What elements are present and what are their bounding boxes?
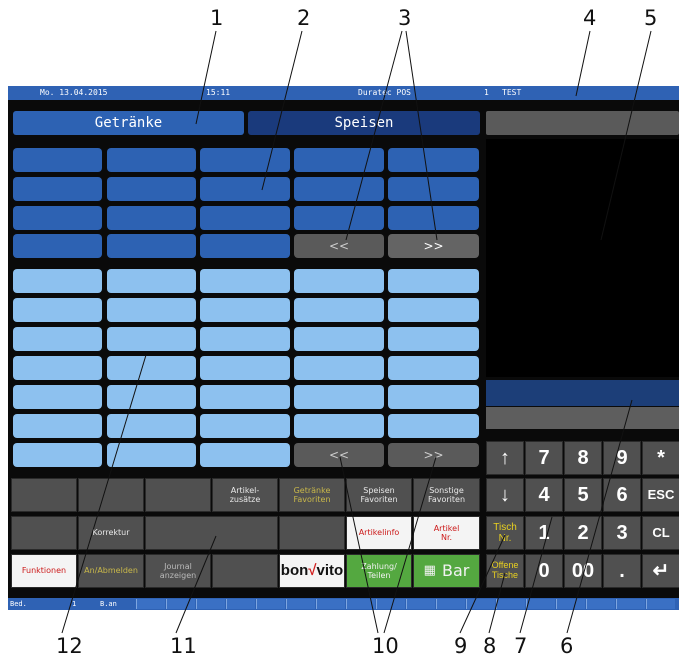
key-7[interactable]: 7 — [525, 441, 563, 475]
category-next-button[interactable]: >> — [388, 234, 479, 258]
arrow-down-key[interactable]: ↓ — [486, 478, 524, 512]
key-2[interactable]: 2 — [564, 516, 602, 550]
article-button[interactable] — [107, 356, 196, 380]
article-button[interactable] — [200, 327, 290, 351]
key-3[interactable]: 3 — [603, 516, 641, 550]
key-1[interactable]: 1 — [525, 516, 563, 550]
key-00[interactable]: 00 — [564, 554, 602, 588]
category-button[interactable] — [200, 177, 290, 201]
function-button-empty[interactable] — [78, 478, 144, 512]
bottom-status-cell — [616, 599, 645, 609]
callout-7: 7 — [514, 634, 528, 658]
category-button[interactable] — [294, 206, 384, 230]
function-button-empty[interactable] — [11, 516, 77, 550]
bottom-status-cell — [346, 599, 375, 609]
category-button[interactable] — [294, 177, 384, 201]
clear-key[interactable]: CL — [642, 516, 679, 550]
status-time: 15:11 — [206, 88, 231, 97]
article-button[interactable] — [294, 269, 384, 293]
category-button[interactable] — [13, 206, 102, 230]
article-button[interactable] — [200, 356, 290, 380]
callout-6: 6 — [560, 634, 574, 658]
drinks-favorites-button[interactable]: Getränke Favoriten — [279, 478, 345, 512]
arrow-up-key[interactable]: ↑ — [486, 441, 524, 475]
category-button[interactable] — [107, 206, 196, 230]
article-button[interactable] — [294, 298, 384, 322]
article-button[interactable] — [13, 414, 102, 438]
bottom-status-cell — [586, 599, 615, 609]
key-9[interactable]: 9 — [603, 441, 641, 475]
bottom-status-mode: Bed. — [10, 600, 27, 608]
status-bar — [8, 86, 679, 100]
callout-4: 4 — [583, 6, 597, 30]
article-number-button[interactable]: Artikel Nr. — [413, 516, 480, 550]
show-journal-button[interactable]: Journal anzeigen — [145, 554, 211, 588]
bottom-status-label: B.an — [100, 600, 117, 608]
category-button[interactable] — [13, 234, 102, 258]
open-tables-key[interactable]: Offene Tische — [486, 554, 524, 588]
total-display — [486, 380, 679, 406]
article-next-button[interactable]: >> — [388, 443, 479, 467]
callout-2: 2 — [297, 6, 311, 30]
enter-key[interactable]: ↵ — [642, 554, 679, 588]
correction-button[interactable]: Korrektur — [78, 516, 144, 550]
bottom-status-cell — [436, 599, 465, 609]
article-button[interactable] — [13, 327, 102, 351]
callout-11: 11 — [170, 634, 197, 658]
cash-register-icon: ▦ — [423, 562, 436, 578]
article-button[interactable] — [294, 327, 384, 351]
bottom-status-cell — [646, 599, 675, 609]
category-prev-button[interactable]: << — [294, 234, 384, 258]
function-button-empty[interactable] — [145, 478, 211, 512]
callout-1: 1 — [210, 6, 224, 30]
article-button[interactable] — [388, 327, 479, 351]
bottom-status-cell — [136, 599, 165, 609]
article-button[interactable] — [200, 443, 290, 467]
bottom-status-cell — [316, 599, 345, 609]
article-button[interactable] — [388, 269, 479, 293]
key-4[interactable]: 4 — [525, 478, 563, 512]
status-date: Mo. 13.04.2015 — [40, 88, 108, 97]
category-button[interactable] — [107, 148, 196, 172]
bonvito-logo-vito: vito — [316, 562, 344, 580]
decimal-key[interactable]: . — [603, 554, 641, 588]
category-button[interactable] — [13, 148, 102, 172]
category-button[interactable] — [200, 206, 290, 230]
category-button[interactable] — [107, 177, 196, 201]
status-terminal: 1 — [484, 88, 489, 97]
category-button[interactable] — [294, 148, 384, 172]
table-number-key[interactable]: Tisch Nr. — [486, 516, 524, 550]
bonvito-logo-v: √ — [308, 562, 317, 580]
article-button[interactable] — [107, 327, 196, 351]
status-user: TEST — [502, 88, 522, 97]
category-button[interactable] — [388, 148, 479, 172]
article-button[interactable] — [388, 298, 479, 322]
order-header-bar — [486, 111, 679, 135]
function-button-empty[interactable] — [145, 516, 278, 550]
article-button[interactable] — [200, 298, 290, 322]
multiply-key[interactable]: * — [642, 441, 679, 475]
cash-button-label: Bar — [441, 560, 470, 580]
bottom-status-cell — [496, 599, 525, 609]
function-button-empty[interactable] — [11, 478, 77, 512]
category-button[interactable] — [388, 177, 479, 201]
bottom-status-cell — [406, 599, 435, 609]
bonvito-logo[interactable] — [279, 554, 345, 588]
bottom-status-cell — [256, 599, 285, 609]
pos-screen — [8, 86, 679, 610]
function-button-empty[interactable] — [279, 516, 345, 550]
category-button[interactable] — [200, 234, 290, 258]
key-5[interactable]: 5 — [564, 478, 602, 512]
bottom-status-cell — [466, 599, 495, 609]
bottom-status-bar — [8, 598, 679, 610]
callout-3: 3 — [398, 6, 412, 30]
article-button[interactable] — [107, 269, 196, 293]
bottom-status-cell — [166, 599, 195, 609]
article-button[interactable] — [200, 414, 290, 438]
escape-key[interactable]: ESC — [642, 478, 679, 512]
article-button[interactable] — [13, 443, 102, 467]
callout-10: 10 — [372, 634, 399, 658]
category-button[interactable] — [13, 177, 102, 201]
article-button[interactable] — [294, 414, 384, 438]
category-button[interactable] — [200, 148, 290, 172]
article-button[interactable] — [13, 385, 102, 409]
status-product: Duratec POS — [358, 88, 411, 97]
key-0[interactable]: 0 — [525, 554, 563, 588]
login-logout-button[interactable]: An/Abmelden — [78, 554, 144, 588]
input-display — [486, 407, 679, 429]
callout-12: 12 — [56, 634, 83, 658]
article-button[interactable] — [294, 356, 384, 380]
tab-drinks[interactable]: Getränke — [13, 111, 244, 135]
article-button[interactable] — [13, 298, 102, 322]
article-button[interactable] — [388, 414, 479, 438]
article-button[interactable] — [107, 443, 196, 467]
article-button[interactable] — [107, 385, 196, 409]
category-button[interactable] — [107, 234, 196, 258]
key-8[interactable]: 8 — [564, 441, 602, 475]
food-favorites-button[interactable]: Speisen Favoriten — [346, 478, 412, 512]
bottom-status-cell — [376, 599, 405, 609]
article-button[interactable] — [388, 356, 479, 380]
bottom-status-cell — [286, 599, 315, 609]
bonvito-logo-bon: bon — [280, 562, 309, 580]
article-button[interactable] — [388, 385, 479, 409]
article-button[interactable] — [107, 298, 196, 322]
bottom-status-cell — [226, 599, 255, 609]
article-button[interactable] — [13, 356, 102, 380]
bottom-status-count: 1 — [72, 600, 77, 608]
article-prev-button[interactable]: << — [294, 443, 384, 467]
payment-split-button[interactable]: Zahlung/ Teilen — [346, 554, 412, 588]
tab-food[interactable]: Speisen — [248, 111, 480, 135]
functions-button[interactable]: Funktionen — [11, 554, 77, 588]
article-button[interactable] — [13, 269, 102, 293]
article-extras-button[interactable]: Artikel- zusätze — [212, 478, 278, 512]
order-list-display — [486, 139, 679, 377]
cash-button[interactable] — [413, 554, 480, 588]
other-favorites-button[interactable]: Sonstige Favoriten — [413, 478, 480, 512]
article-button[interactable] — [200, 385, 290, 409]
callout-9: 9 — [454, 634, 468, 658]
bottom-status-cell — [196, 599, 225, 609]
function-button-empty[interactable] — [212, 554, 278, 588]
callout-5: 5 — [644, 6, 658, 30]
category-button[interactable] — [388, 206, 479, 230]
callout-8: 8 — [483, 634, 497, 658]
article-button[interactable] — [200, 269, 290, 293]
article-button[interactable] — [107, 414, 196, 438]
article-button[interactable] — [294, 385, 384, 409]
bottom-status-cell — [556, 599, 585, 609]
key-6[interactable]: 6 — [603, 478, 641, 512]
bottom-status-cell — [526, 599, 555, 609]
article-info-button[interactable]: Artikelinfo — [346, 516, 412, 550]
